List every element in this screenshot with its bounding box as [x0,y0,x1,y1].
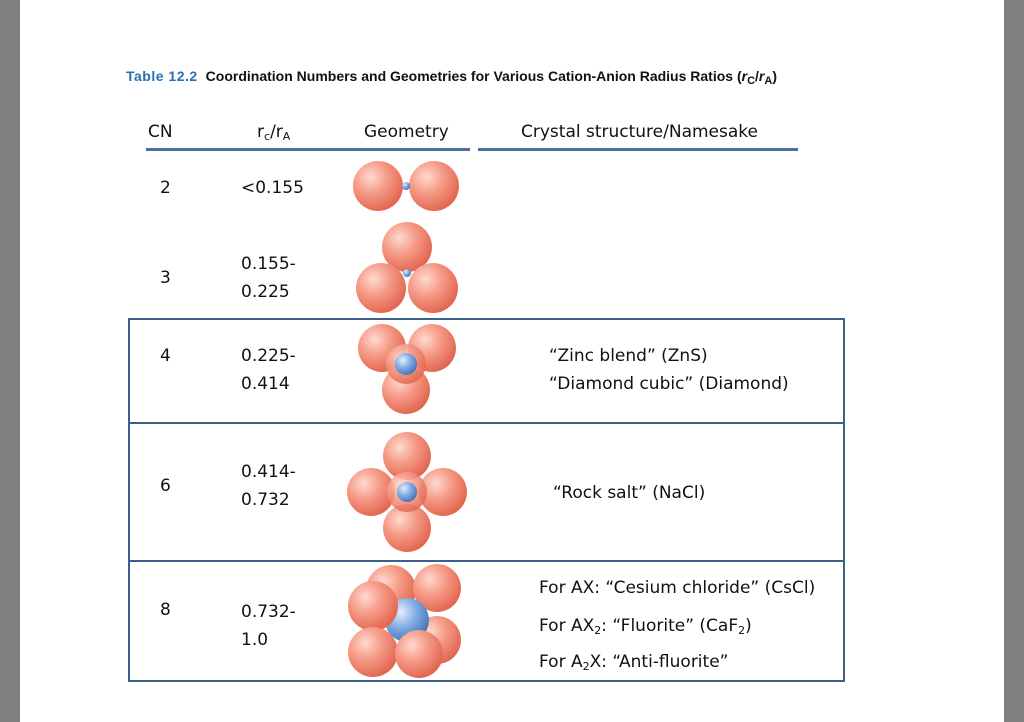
ratio-value-line2: 1.0 [241,630,269,650]
ratio-value-line1: 0.225- [241,346,296,366]
structure-a2x: For $A_2X$: “Anti-fluorite” [539,652,729,673]
ratio-value: <0.155 [241,178,304,198]
header-geometry: Geometry [364,122,449,142]
geometry-linear-icon [348,158,464,216]
ratio-value-line1: 0.732- [241,602,296,622]
row-box-cn6 [128,422,845,562]
table-number: Table 12.2 [126,68,198,84]
cn-value: 2 [160,178,171,198]
structure-line1: “Zinc blend” (ZnS) [549,346,708,366]
structure-line2: “Diamond cubic” (Diamond) [549,374,789,394]
header-ratio: $r_c/r_A$ [257,122,291,143]
cn-value: 8 [160,600,171,620]
geometry-trigonal-icon [352,220,462,316]
cn-value: 4 [160,346,171,366]
cn-value: 3 [160,268,171,288]
header-rule-right [478,148,798,151]
ratio-value-line1: 0.414- [241,462,296,482]
geometry-octahedral-icon [345,430,469,554]
ratio-value-line2: 0.225 [241,282,290,302]
ratio-value-line2: 0.414 [241,374,290,394]
geometry-tetrahedral-icon [352,320,462,418]
ratio-value-line1: 0.155- [241,254,296,274]
table-caption: Table 12.2 Coordination Numbers and Geometries for Various Cation-Anion Radius Ratios $(r_C/r_A)$ [126,68,777,87]
cn-value: 6 [160,476,171,496]
header-structure: Crystal structure/Namesake [521,122,758,142]
geometry-cubic-icon [345,562,469,680]
structure-ax: For AX: “Cesium chloride” (CsCl) [539,578,816,598]
structure-line1: “Rock salt” (NaCl) [553,483,706,503]
structure-ax2: For $AX_2$: “Fluorite” (CaF$_2$) [539,616,752,637]
header-rule-left [146,148,470,151]
caption-title: Coordination Numbers and Geometries for Various Cation-Anion Radius Ratios ( [205,68,742,84]
ratio-value-line2: 0.732 [241,490,290,510]
header-cn: CN [148,122,173,142]
